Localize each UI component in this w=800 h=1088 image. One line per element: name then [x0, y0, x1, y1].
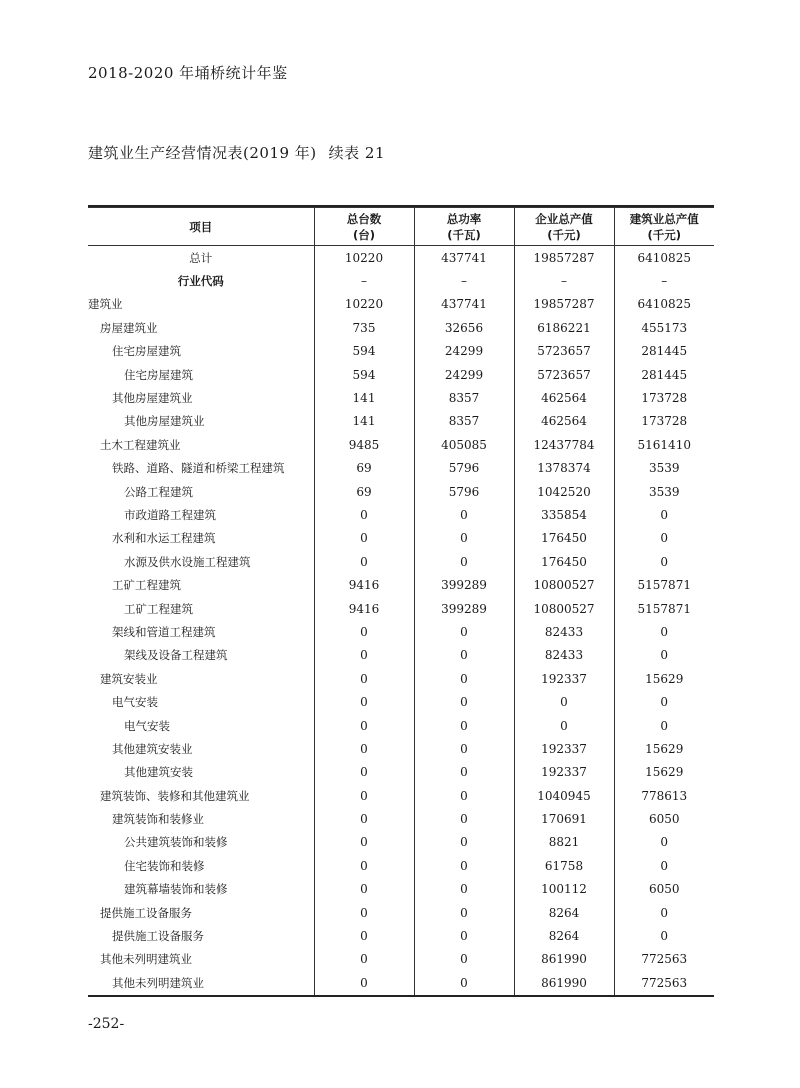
table-title [88, 142, 385, 163]
total-power-cell: 0 [414, 854, 514, 877]
total-units-cell: 0 [314, 854, 414, 877]
total-units-cell: 0 [314, 714, 414, 737]
table-row [88, 644, 714, 667]
total-power-cell: 24299 [414, 340, 514, 363]
row-label: 市政道路工程建筑 [124, 507, 216, 522]
table-row [88, 924, 714, 947]
table-row [88, 340, 714, 363]
row-label: 其他建筑安装 [124, 765, 193, 780]
row-label: 住宅装饰和装修 [124, 858, 205, 873]
table-row [88, 597, 714, 620]
construction-output-cell: 0 [614, 644, 714, 667]
total-units-cell: 0 [314, 761, 414, 784]
table-row [88, 246, 714, 270]
enterprise-output-cell: 82433 [514, 644, 614, 667]
table-row [88, 878, 714, 901]
running-head: 2018-2020 年埇桥统计年鉴 [88, 64, 288, 82]
construction-output-cell: 778613 [614, 784, 714, 807]
total-units-cell: 69 [314, 480, 414, 503]
total-power-cell: 0 [414, 644, 514, 667]
total-power-cell: 0 [414, 527, 514, 550]
total-power-cell: 0 [414, 690, 514, 713]
enterprise-output-cell: 170691 [514, 807, 614, 830]
total-power-cell: 0 [414, 901, 514, 924]
total-units-cell: 9416 [314, 597, 414, 620]
table-row [88, 971, 714, 995]
row-label: 住宅房屋建筑 [124, 367, 193, 382]
total-units-cell: 0 [314, 924, 414, 947]
table-continuation: 续表 21 [328, 144, 386, 162]
table-row [88, 854, 714, 877]
total-units-cell: 0 [314, 807, 414, 830]
total-units-cell: 0 [314, 690, 414, 713]
total-units-cell: 0 [314, 831, 414, 854]
table-row [88, 363, 714, 386]
construction-output-cell: 15629 [614, 667, 714, 690]
enterprise-output-cell: 19857287 [514, 293, 614, 316]
total-power-cell: 0 [414, 878, 514, 901]
construction-output-cell: 6050 [614, 878, 714, 901]
enterprise-output-cell: 5723657 [514, 363, 614, 386]
total-power-cell: 0 [414, 550, 514, 573]
table-row [88, 386, 714, 409]
construction-output-cell: 281445 [614, 340, 714, 363]
enterprise-output-cell: 192337 [514, 737, 614, 760]
construction-output-cell: 0 [614, 831, 714, 854]
table-row [88, 503, 714, 526]
row-label: 架线及设备工程建筑 [124, 648, 228, 663]
table-row [88, 737, 714, 760]
row-label: 其他房屋建筑业 [112, 391, 193, 406]
enterprise-output-cell: 82433 [514, 620, 614, 643]
row-label: 建筑安装业 [100, 671, 158, 686]
row-label: 房屋建筑业 [100, 320, 158, 335]
total-power-cell: 0 [414, 971, 514, 995]
construction-output-cell: 3539 [614, 457, 714, 480]
enterprise-output-cell: 1042520 [514, 480, 614, 503]
total-units-cell: 0 [314, 667, 414, 690]
total-power-cell: 399289 [414, 573, 514, 596]
enterprise-output-cell: 6186221 [514, 316, 614, 339]
enterprise-output-cell: 0 [514, 690, 614, 713]
row-label: 公路工程建筑 [124, 484, 193, 499]
enterprise-output-cell: 861990 [514, 948, 614, 971]
total-units-cell: 594 [314, 363, 414, 386]
row-label: 土木工程建筑业 [100, 437, 181, 452]
total-units-cell: 10220 [314, 246, 414, 270]
enterprise-output-cell: 335854 [514, 503, 614, 526]
total-units-cell: 0 [314, 503, 414, 526]
table-row [88, 433, 714, 456]
total-power-cell: 0 [414, 714, 514, 737]
total-units-cell: 0 [314, 620, 414, 643]
total-units-cell: 594 [314, 340, 414, 363]
table-row [88, 620, 714, 643]
total-power-cell: 0 [414, 924, 514, 947]
construction-output-cell: 0 [614, 854, 714, 877]
table-row [88, 667, 714, 690]
table-row [88, 316, 714, 339]
row-label: 公共建筑装饰和装修 [124, 835, 228, 850]
construction-output-cell: 173728 [614, 386, 714, 409]
table-row [88, 573, 714, 596]
enterprise-output-cell: 192337 [514, 667, 614, 690]
total-power-cell: 405085 [414, 433, 514, 456]
row-label: 铁路、道路、隧道和桥梁工程建筑 [112, 461, 285, 476]
enterprise-output-cell: 10800527 [514, 597, 614, 620]
row-label: 提供施工设备服务 [100, 905, 192, 920]
total-power-cell: 399289 [414, 597, 514, 620]
row-label: 其他建筑安装业 [112, 741, 193, 756]
total-units-cell: – [314, 269, 414, 292]
construction-output-cell: 0 [614, 714, 714, 737]
construction-output-cell: 0 [614, 527, 714, 550]
row-label: 建筑装饰、装修和其他建筑业 [100, 788, 250, 803]
total-units-cell: 0 [314, 901, 414, 924]
enterprise-output-cell: 19857287 [514, 246, 614, 270]
enterprise-output-cell: 176450 [514, 550, 614, 573]
row-label: 行业代码 [177, 274, 224, 289]
row-label: 水利和水运工程建筑 [112, 531, 216, 546]
construction-output-cell: 173728 [614, 410, 714, 433]
construction-output-cell: 5157871 [614, 573, 714, 596]
table-title-text: 建筑业生产经营情况表(2019 年) [88, 144, 317, 162]
table-row [88, 480, 714, 503]
construction-output-cell: 281445 [614, 363, 714, 386]
row-label: 总计 [189, 250, 213, 265]
construction-output-cell: 6050 [614, 807, 714, 830]
total-power-cell: 0 [414, 807, 514, 830]
enterprise-output-cell: 462564 [514, 410, 614, 433]
row-label: 工矿工程建筑 [124, 601, 193, 616]
total-power-cell: 0 [414, 784, 514, 807]
total-units-cell: 0 [314, 878, 414, 901]
total-units-cell: 9416 [314, 573, 414, 596]
column-header-total-power: 总功率 (千瓦) [414, 208, 514, 246]
column-header-enterprise-output: 企业总产值 (千元) [514, 208, 614, 246]
construction-output-cell: 0 [614, 924, 714, 947]
column-header-construction-output: 建筑业总产值 (千元) [614, 208, 714, 246]
enterprise-output-cell: 192337 [514, 761, 614, 784]
construction-output-cell: 5157871 [614, 597, 714, 620]
total-power-cell: 437741 [414, 246, 514, 270]
construction-output-cell: 0 [614, 503, 714, 526]
total-power-cell: 5796 [414, 457, 514, 480]
table-body [88, 246, 714, 996]
row-label: 架线和管道工程建筑 [112, 624, 216, 639]
row-label: 住宅房屋建筑 [112, 344, 181, 359]
table-row [88, 269, 714, 292]
construction-output-cell: 15629 [614, 761, 714, 784]
enterprise-output-cell: 61758 [514, 854, 614, 877]
total-units-cell: 9485 [314, 433, 414, 456]
row-label: 工矿工程建筑 [112, 578, 181, 593]
total-power-cell: 0 [414, 737, 514, 760]
enterprise-output-cell: 100112 [514, 878, 614, 901]
enterprise-output-cell: – [514, 269, 614, 292]
enterprise-output-cell: 462564 [514, 386, 614, 409]
total-units-cell: 0 [314, 550, 414, 573]
row-label: 电气安装 [124, 718, 170, 733]
construction-output-cell: 0 [614, 620, 714, 643]
total-units-cell: 0 [314, 948, 414, 971]
enterprise-output-cell: 176450 [514, 527, 614, 550]
enterprise-output-cell: 8821 [514, 831, 614, 854]
row-label: 建筑装饰和装修业 [112, 812, 204, 827]
enterprise-output-cell: 12437784 [514, 433, 614, 456]
construction-output-cell: 15629 [614, 737, 714, 760]
enterprise-output-cell: 1378374 [514, 457, 614, 480]
construction-output-cell: 3539 [614, 480, 714, 503]
total-power-cell: 5796 [414, 480, 514, 503]
row-label: 其他房屋建筑业 [124, 414, 205, 429]
enterprise-output-cell: 1040945 [514, 784, 614, 807]
total-power-cell: 437741 [414, 293, 514, 316]
total-units-cell: 10220 [314, 293, 414, 316]
table-row [88, 901, 714, 924]
construction-output-cell: 6410825 [614, 246, 714, 270]
total-power-cell: 0 [414, 620, 514, 643]
row-label: 提供施工设备服务 [112, 929, 204, 944]
row-label: 电气安装 [112, 695, 158, 710]
table-row [88, 410, 714, 433]
total-power-cell: 0 [414, 761, 514, 784]
enterprise-output-cell: 10800527 [514, 573, 614, 596]
total-units-cell: 735 [314, 316, 414, 339]
table-row [88, 714, 714, 737]
table-row [88, 948, 714, 971]
total-power-cell: 8357 [414, 386, 514, 409]
total-power-cell: 0 [414, 667, 514, 690]
table-row [88, 761, 714, 784]
table-row [88, 807, 714, 830]
table-row [88, 293, 714, 316]
total-units-cell: 0 [314, 644, 414, 667]
total-power-cell: – [414, 269, 514, 292]
row-label: 建筑幕墙装饰和装修 [124, 882, 228, 897]
total-power-cell: 0 [414, 948, 514, 971]
construction-output-cell: 772563 [614, 971, 714, 995]
enterprise-output-cell: 5723657 [514, 340, 614, 363]
row-label: 其他未列明建筑业 [88, 971, 314, 995]
construction-output-cell: 5161410 [614, 433, 714, 456]
total-power-cell: 0 [414, 831, 514, 854]
table-row [88, 457, 714, 480]
total-power-cell: 32656 [414, 316, 514, 339]
table-header-row [88, 208, 714, 246]
construction-output-cell: 0 [614, 901, 714, 924]
table-row [88, 527, 714, 550]
page-number: -252- [88, 1016, 125, 1032]
enterprise-output-cell: 8264 [514, 924, 614, 947]
construction-output-cell: 455173 [614, 316, 714, 339]
table-row [88, 784, 714, 807]
enterprise-output-cell: 861990 [514, 971, 614, 995]
total-power-cell: 8357 [414, 410, 514, 433]
total-units-cell: 141 [314, 410, 414, 433]
total-units-cell: 69 [314, 457, 414, 480]
construction-output-cell: – [614, 269, 714, 292]
table-row [88, 831, 714, 854]
row-label: 建筑业 [88, 297, 123, 312]
construction-output-cell: 0 [614, 550, 714, 573]
table-row [88, 550, 714, 573]
table-row [88, 690, 714, 713]
total-power-cell: 0 [414, 503, 514, 526]
total-units-cell: 0 [314, 971, 414, 995]
total-units-cell: 0 [314, 527, 414, 550]
row-label: 其他未列明建筑业 [100, 952, 192, 967]
total-units-cell: 0 [314, 784, 414, 807]
column-header-item: 项目 [88, 208, 314, 246]
construction-output-cell: 6410825 [614, 293, 714, 316]
enterprise-output-cell: 8264 [514, 901, 614, 924]
row-label: 水源及供水设施工程建筑 [124, 554, 251, 569]
construction-output-cell: 772563 [614, 948, 714, 971]
total-units-cell: 0 [314, 737, 414, 760]
enterprise-output-cell: 0 [514, 714, 614, 737]
column-header-total-units: 总台数 (台) [314, 208, 414, 246]
total-power-cell: 24299 [414, 363, 514, 386]
statistics-table [88, 205, 714, 997]
construction-output-cell: 0 [614, 690, 714, 713]
total-units-cell: 141 [314, 386, 414, 409]
